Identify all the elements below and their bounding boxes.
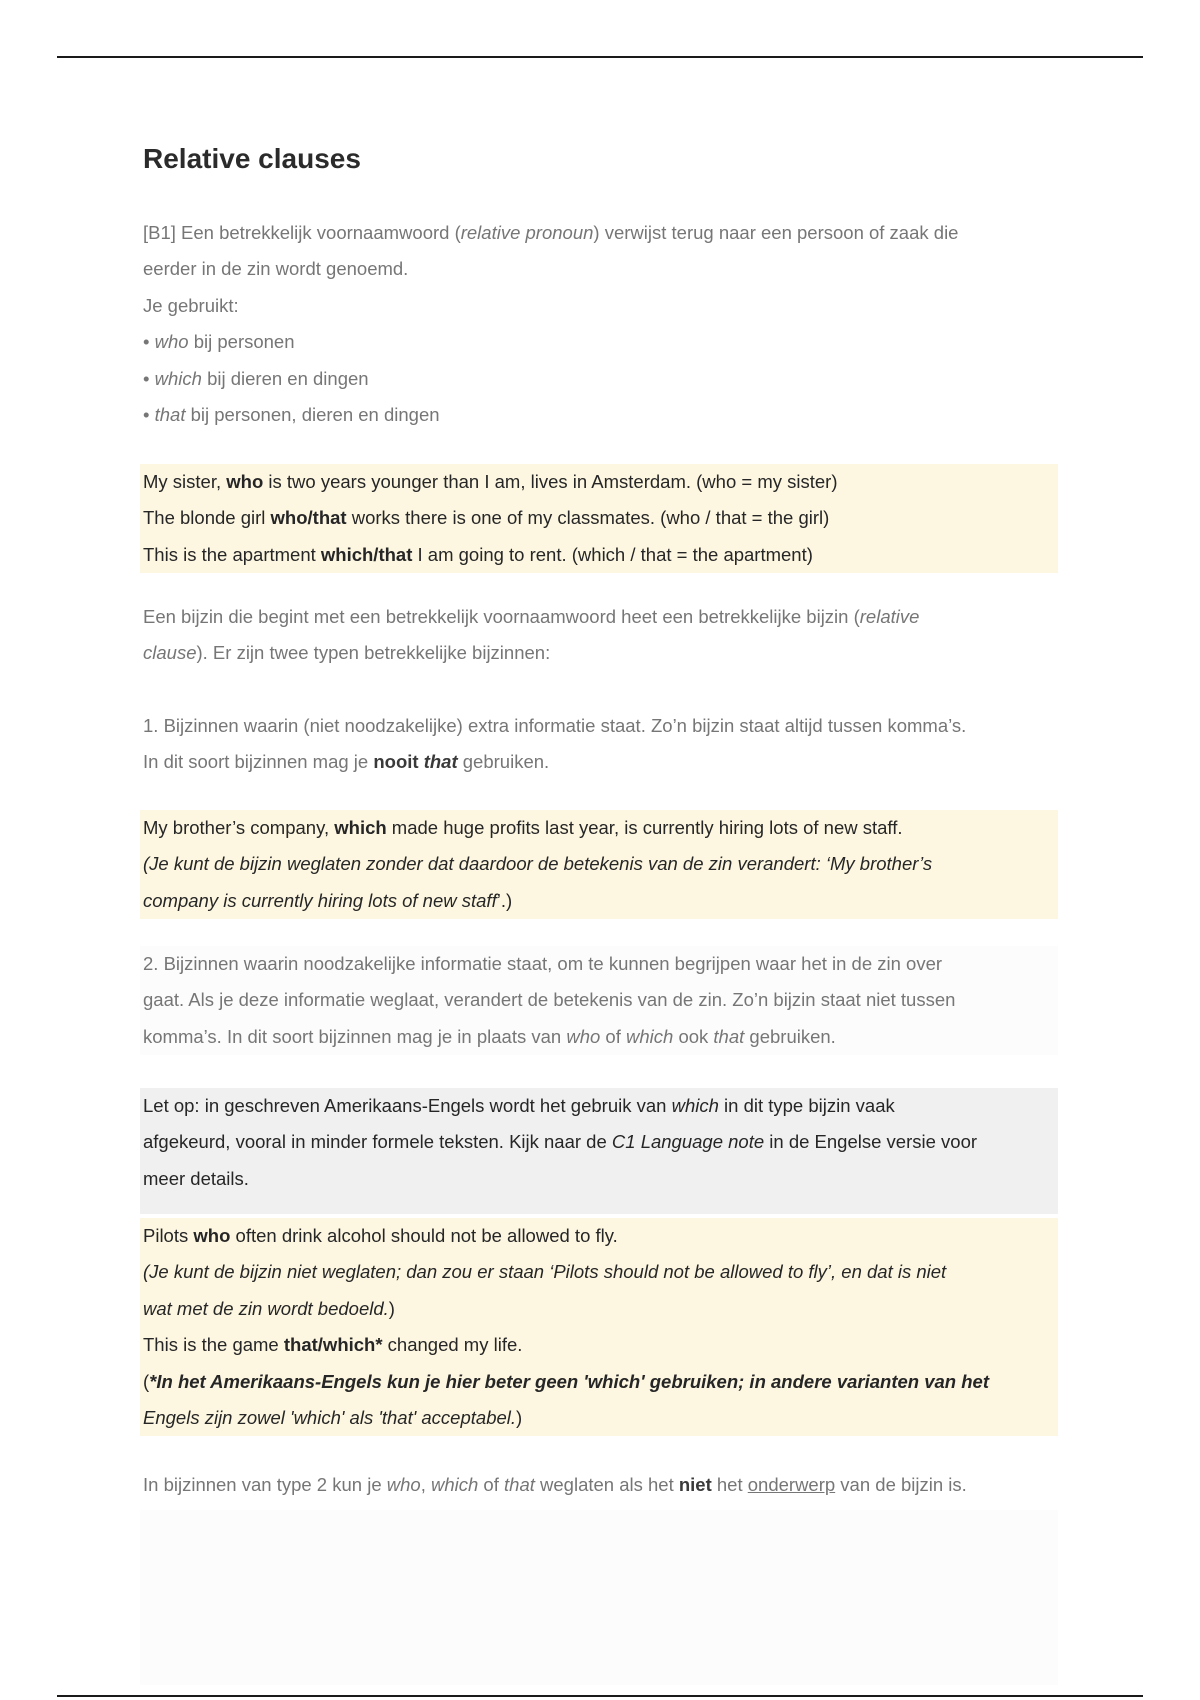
note-line (140, 1088, 1058, 1124)
example-pronoun: which (334, 817, 387, 838)
relative-clause-paragraph (140, 599, 1058, 672)
paragraph-text: weglaten als het (534, 1474, 679, 1495)
intro-paragraph (140, 215, 1058, 433)
paragraph-text: of (600, 1025, 626, 1047)
example-pronoun: who (226, 471, 264, 492)
type-1-paragraph (140, 708, 1058, 781)
bullet-item (140, 361, 1058, 397)
explanation-text: wat met de zin wordt bedoeld. (143, 1297, 389, 1319)
empty-area (140, 1510, 1058, 1685)
example-explanation (140, 846, 1058, 882)
paragraph-text: ook (673, 1025, 714, 1047)
example-text: My sister, (143, 471, 227, 492)
bottom-rule (57, 1695, 1143, 1697)
keyword-who: who (386, 1474, 421, 1495)
explanation-text: company is currently hiring lots of new staff (143, 889, 497, 911)
paragraph-line (140, 599, 1058, 635)
keyword-which: which (671, 1095, 719, 1116)
bullet-keyword: which (154, 367, 202, 389)
example-text: works there is one of my classmates. (who / that = the girl) (346, 507, 830, 529)
paragraph-text: In bijzinnen van type 2 kun je (143, 1474, 387, 1495)
example-box-2 (140, 810, 1058, 919)
example-text: often drink alcohol should not be allowed to fly. (230, 1225, 618, 1246)
keyword-that: that (713, 1025, 745, 1047)
intro-text: ) verwijst terug naar een persoon of zaak die (593, 222, 959, 243)
bullet-item (140, 397, 1058, 433)
bullet-item (140, 324, 1058, 360)
example-line (140, 1218, 1058, 1254)
paragraph-text: komma’s. In dit soort bijzinnen mag je in plaats van (143, 1025, 567, 1047)
example-explanation (140, 1364, 1058, 1400)
bullet-mark: • (143, 403, 150, 425)
note-line: meer details. (143, 1167, 249, 1189)
bullet-text: bij personen (188, 331, 295, 353)
example-line (140, 1327, 1058, 1363)
paragraph-line: 1. Bijzinnen waarin (niet noodzakelijke) extra informatie staat. Zo’n bijzin staat altijd tussen komma’s. (143, 715, 967, 736)
page-title: Relative clauses (143, 143, 361, 174)
intro-line-2: eerder in de zin wordt genoemd. (143, 258, 409, 280)
example-explanation (140, 883, 1058, 919)
example-explanation (140, 1291, 1058, 1327)
example-text: The blonde girl (143, 507, 271, 529)
paragraph-line (140, 744, 1058, 780)
term-relative-pronoun: relative pronoun (460, 222, 594, 243)
paragraph-line (140, 635, 1058, 671)
example-text: This is the game (143, 1334, 284, 1356)
paragraph-line: gaat. Als je deze informatie weglaat, verandert de betekenis van de zin. Zo’n bijzin staat niet tussen (143, 989, 956, 1011)
emphasis-that: that (423, 751, 458, 773)
example-text: I am going to rent. (which / that = the apartment) (412, 543, 813, 565)
underlined-onderwerp: onderwerp (747, 1474, 836, 1495)
bullet-mark: • (143, 331, 150, 353)
example-text: made huge profits last year, is currently hiring lots of new staff. (386, 817, 903, 838)
use-label: Je gebruikt: (143, 294, 239, 316)
example-text: My brother’s company, (143, 817, 335, 838)
bullet-text: bij dieren en dingen (201, 367, 369, 389)
example-text: Pilots (143, 1225, 194, 1246)
closing-text: ) (516, 1406, 523, 1428)
example-pronoun: who/that (270, 507, 347, 529)
paragraph-text: Een bijzin die begint met een betrekkelijk voornaamwoord heet een betrekkelijke bijzin ( (143, 606, 860, 627)
bullet-text: bij personen, dieren en dingen (185, 403, 440, 425)
example-pronoun: who (193, 1225, 231, 1246)
note-box (140, 1088, 1058, 1214)
opening-text: ( (143, 1370, 150, 1392)
paragraph-text: , (420, 1474, 431, 1495)
example-box-3 (140, 1218, 1058, 1436)
example-line (140, 464, 1058, 500)
closing-text: ) (388, 1297, 395, 1319)
bullet-mark: • (143, 367, 150, 389)
example-line (140, 810, 1058, 846)
closing-text: ’.) (496, 889, 513, 911)
note-line (140, 1124, 1058, 1160)
final-paragraph (140, 1467, 1058, 1503)
emphasis-nooit: nooit (373, 751, 419, 773)
paragraph-text: gebruiken. (744, 1025, 836, 1047)
paragraph-text: van de bijzin is. (835, 1474, 967, 1495)
paragraph-line (140, 1019, 1058, 1055)
example-text: changed my life. (382, 1334, 523, 1356)
paragraph-line: 2. Bijzinnen waarin noodzakelijke informatie staat, om te kunnen begrijpen waar het in de zin over (143, 953, 943, 974)
note-text: in de Engelse versie voor (764, 1131, 978, 1153)
keyword-which: which (430, 1474, 479, 1495)
top-rule (57, 56, 1143, 58)
example-explanation (140, 1254, 1058, 1290)
term-clause: clause (143, 642, 197, 664)
example-box-1 (140, 464, 1058, 573)
note-text: afgekeurd, vooral in minder formele teksten. Kijk naar de (143, 1131, 612, 1153)
term-relative: relative (859, 606, 920, 627)
example-explanation (140, 1400, 1058, 1436)
example-pronoun: which/that (320, 543, 413, 565)
keyword-who: who (566, 1025, 601, 1047)
paragraph-text: ). Er zijn twee typen betrekkelijke bijzinnen: (196, 642, 551, 664)
paragraph-text: het (711, 1474, 748, 1495)
note-text: in dit type bijzin vaak (718, 1095, 895, 1116)
bullet-keyword: that (154, 403, 186, 425)
example-line (140, 500, 1058, 536)
emphasis-niet: niet (678, 1474, 712, 1495)
paragraph-text: gebruiken. (457, 751, 550, 773)
paragraph-text: In dit soort bijzinnen mag je (143, 751, 374, 773)
paragraph-text: of (478, 1474, 505, 1495)
bullet-keyword: who (154, 331, 189, 353)
footnote-text: *In het Amerikaans-Engels kun je hier beter geen 'which' gebruiken; in andere varianten van het (149, 1370, 989, 1392)
keyword-which: which (626, 1025, 674, 1047)
explanation-text: (Je kunt de bijzin niet weglaten; dan zou er staan ‘Pilots should not be allowed to fly’, en dat is niet (143, 1261, 947, 1283)
example-line (140, 537, 1058, 573)
language-note-ref: C1 Language note (611, 1131, 765, 1153)
note-text: Let op: in geschreven Amerikaans-Engels wordt het gebruik van (143, 1095, 672, 1116)
type-2-paragraph (140, 946, 1058, 1055)
intro-text: [B1] Een betrekkelijk voornaamwoord ( (143, 222, 461, 243)
intro-line-1 (140, 215, 1058, 251)
footnote-text: Engels zijn zowel 'which' als 'that' acceptabel. (143, 1406, 517, 1428)
keyword-that: that (504, 1474, 535, 1495)
paragraph-line (140, 1467, 1058, 1503)
explanation-text: (Je kunt de bijzin weglaten zonder dat daardoor de betekenis van de zin verandert: ‘My brother’s (143, 853, 933, 875)
example-pronoun: that/which* (283, 1334, 383, 1356)
example-text: This is the apartment (143, 543, 321, 565)
example-text: is two years younger than I am, lives in Amsterdam. (who = my sister) (263, 471, 838, 492)
